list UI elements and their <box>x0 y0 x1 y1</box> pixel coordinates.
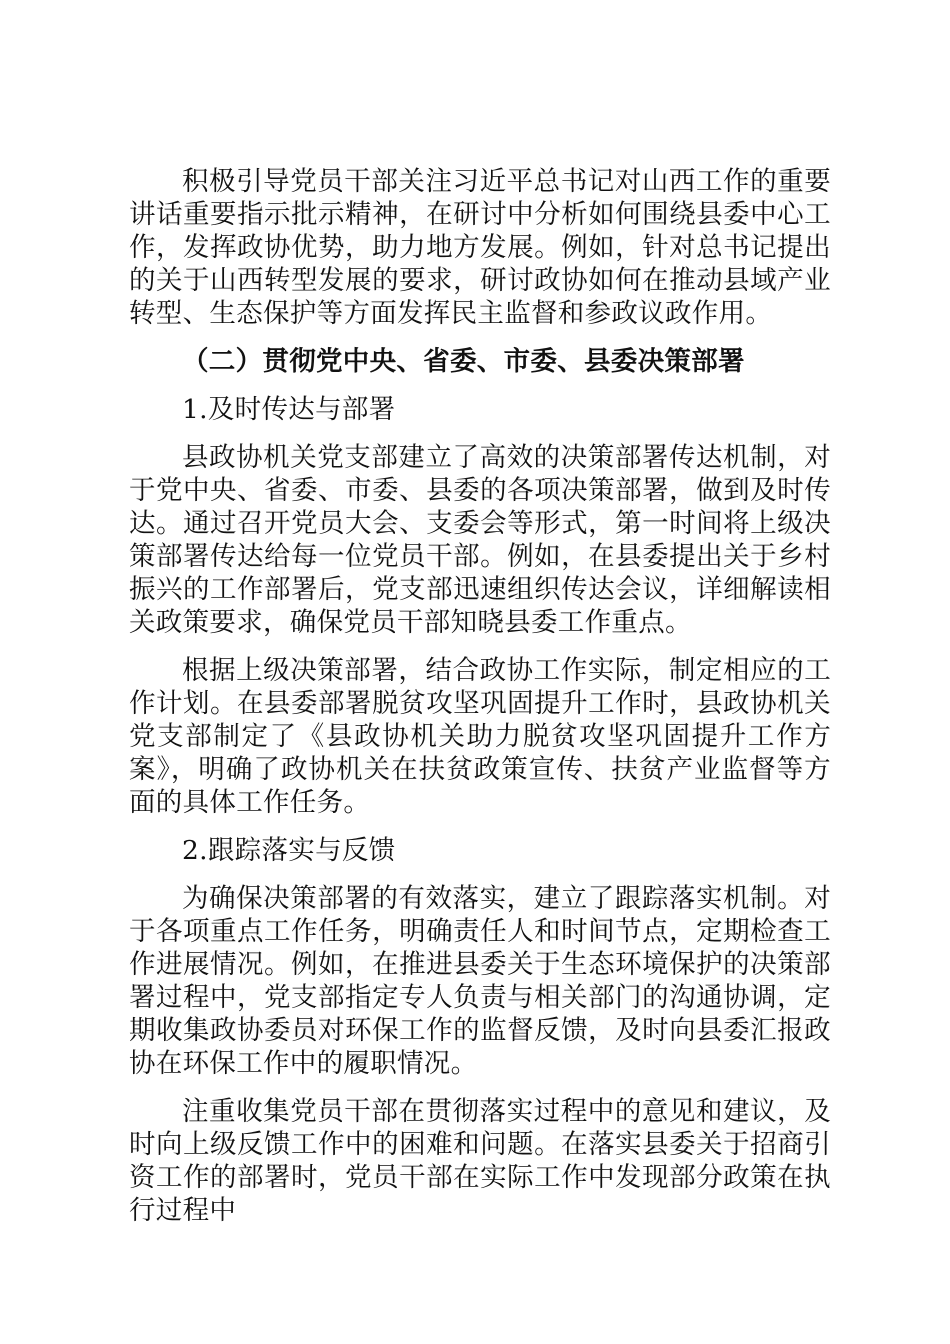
subheading-tracking-feedback: 2.跟踪落实与反馈 <box>182 835 396 866</box>
paragraph-transmission-mechanism: 县政协机关党支部建立了高效的决策部署传达机制，对于党中央、省委、市委、县委的各项决策部署，做到及时传达。通过召开党员大会、支委会等形式，第一时间将上级决策部署传达给每一位党员干部。例如，在县委提出关于乡村振兴的工作部署后，党支部迅速组织传达会议，详细解读相关政策要求，确保党员干部知晓县委工作重点。 <box>129 442 831 638</box>
paragraph-work-plan: 根据上级决策部署，结合政协工作实际，制定相应的工作计划。在县委部署脱贫攻坚巩固提升工作时，县政协机关党支部制定了《县政协机关助力脱贫攻坚巩固提升工作方案》，明确了政协机关在扶贫政策宣传、扶贫产业监督等方面的具体工作任务。 <box>129 655 831 818</box>
paragraph-guidance: 积极引导党员干部关注习近平总书记对山西工作的重要讲话重要指示批示精神，在研讨中分析如何围绕县委中心工作，发挥政协优势，助力地方发展。例如，针对总书记提出的关于山西转型发展的要求，研讨政协如何在推动县域产业转型、生态保护等方面发挥民主监督和参政议政作用。 <box>129 166 831 329</box>
paragraph-tracking-mechanism: 为确保决策部署的有效落实，建立了跟踪落实机制。对于各项重点工作任务，明确责任人和时间节点，定期检查工作进展情况。例如，在推进县委关于生态环境保护的决策部署过程中，党支部指定专人负责与相关部门的沟通协调，定期收集政协委员对环保工作的监督反馈，及时向县委汇报政协在环保工作中的履职情况。 <box>129 883 831 1079</box>
paragraph-feedback-collection: 注重收集党员干部在贯彻落实过程中的意见和建议，及时向上级反馈工作中的困难和问题。在落实县委关于招商引资工作的部署时，党员干部在实际工作中发现部分政策在执行过程中 <box>129 1096 831 1226</box>
section-heading: （二）贯彻党中央、省委、市委、县委决策部署 <box>182 346 745 377</box>
subheading-timely-transmission: 1.及时传达与部署 <box>182 394 396 425</box>
document-body <box>129 165 831 1227</box>
